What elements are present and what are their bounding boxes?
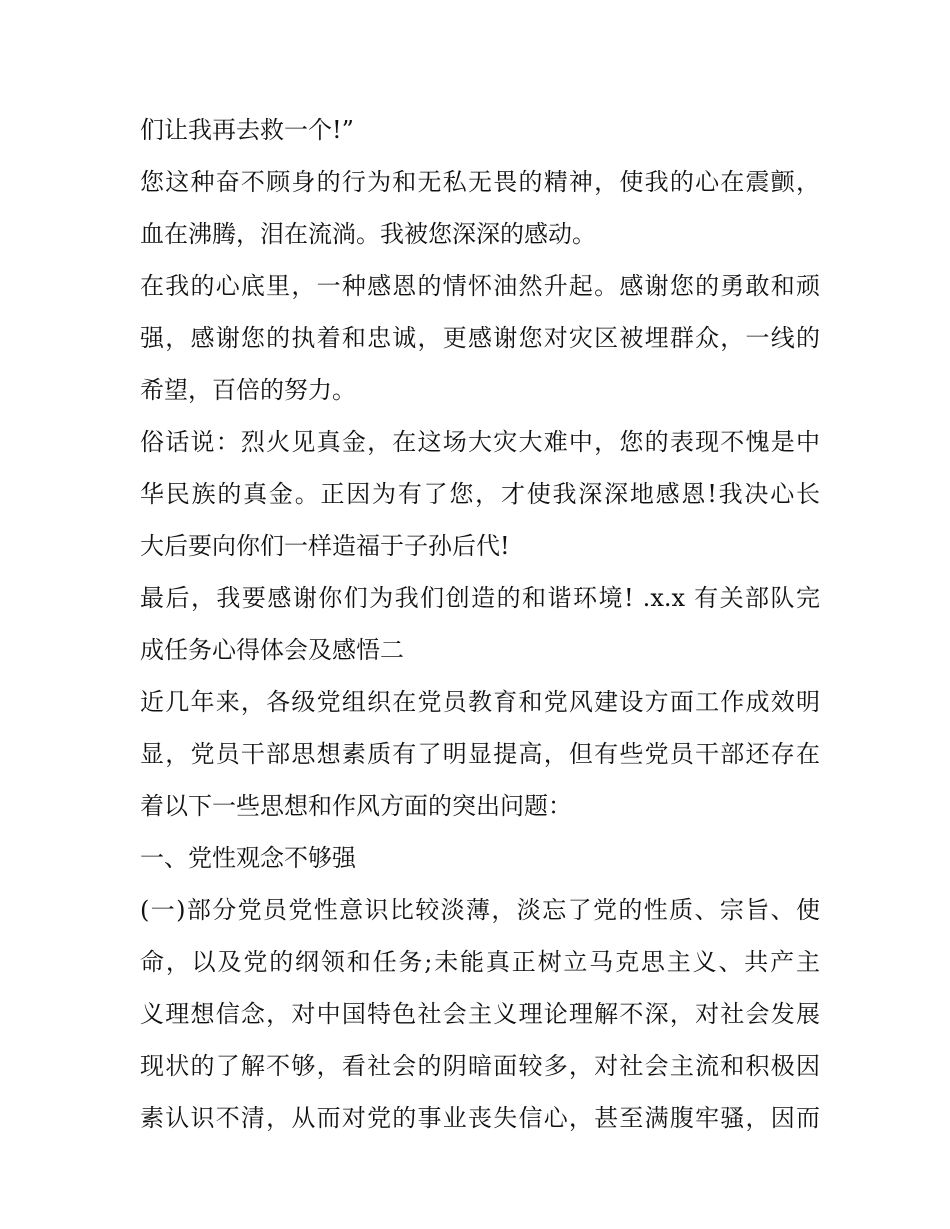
- text-line: (一)部分党员党性意识比较淡薄，淡忘了党的性质、宗旨、使: [140, 896, 820, 924]
- text-line: 们让我再去救一个!”: [140, 116, 354, 144]
- text-line: 命，以及党的纲领和任务;未能真正树立马克思主义、共产主: [140, 948, 820, 976]
- text-line: 俗话说：烈火见真金，在这场大灾大难中，您的表现不愧是中: [140, 428, 820, 456]
- text-line: 大后要向你们一样造福于子孙后代!: [140, 532, 510, 560]
- section-heading: 一、党性观念不够强: [140, 844, 356, 872]
- text-line: 血在沸腾，泪在流淌。我被您深深的感动。: [140, 220, 596, 248]
- text-line: 显，党员干部思想素质有了明显提高，但有些党员干部还存在: [140, 740, 820, 768]
- text-line: 成任务心得体会及感悟二: [140, 636, 404, 664]
- text-line: 着以下一些思想和作风方面的突出问题：: [140, 792, 572, 820]
- text-line: 现状的了解不够，看社会的阴暗面较多，对社会主流和积极因: [140, 1052, 820, 1080]
- text-line: 近几年来，各级党组织在党员教育和党风建设方面工作成效明: [140, 688, 820, 716]
- text-line: 您这种奋不顾身的行为和无私无畏的精神，使我的心在震颤，: [140, 168, 820, 196]
- text-line: 希望，百倍的努力。: [140, 376, 356, 404]
- text-line: 华民族的真金。正因为有了您，才使我深深地感恩!我决心长: [140, 480, 820, 508]
- text-line: 强，感谢您的执着和忠诚，更感谢您对灾区被埋群众，一线的: [140, 324, 820, 352]
- body-text: [140, 104, 820, 1144]
- text-line: 义理想信念，对中国特色社会主义理论理解不深，对社会发展: [140, 1000, 820, 1028]
- text-line: 最后，我要感谢你们为我们创造的和谐环境! .x.x 有关部队完: [140, 584, 820, 612]
- text-line: 素认识不清，从而对党的事业丧失信心，甚至满腹牢骚，因而: [140, 1104, 820, 1132]
- text-line: 在我的心底里，一种感恩的情怀油然升起。感谢您的勇敢和顽: [140, 272, 820, 300]
